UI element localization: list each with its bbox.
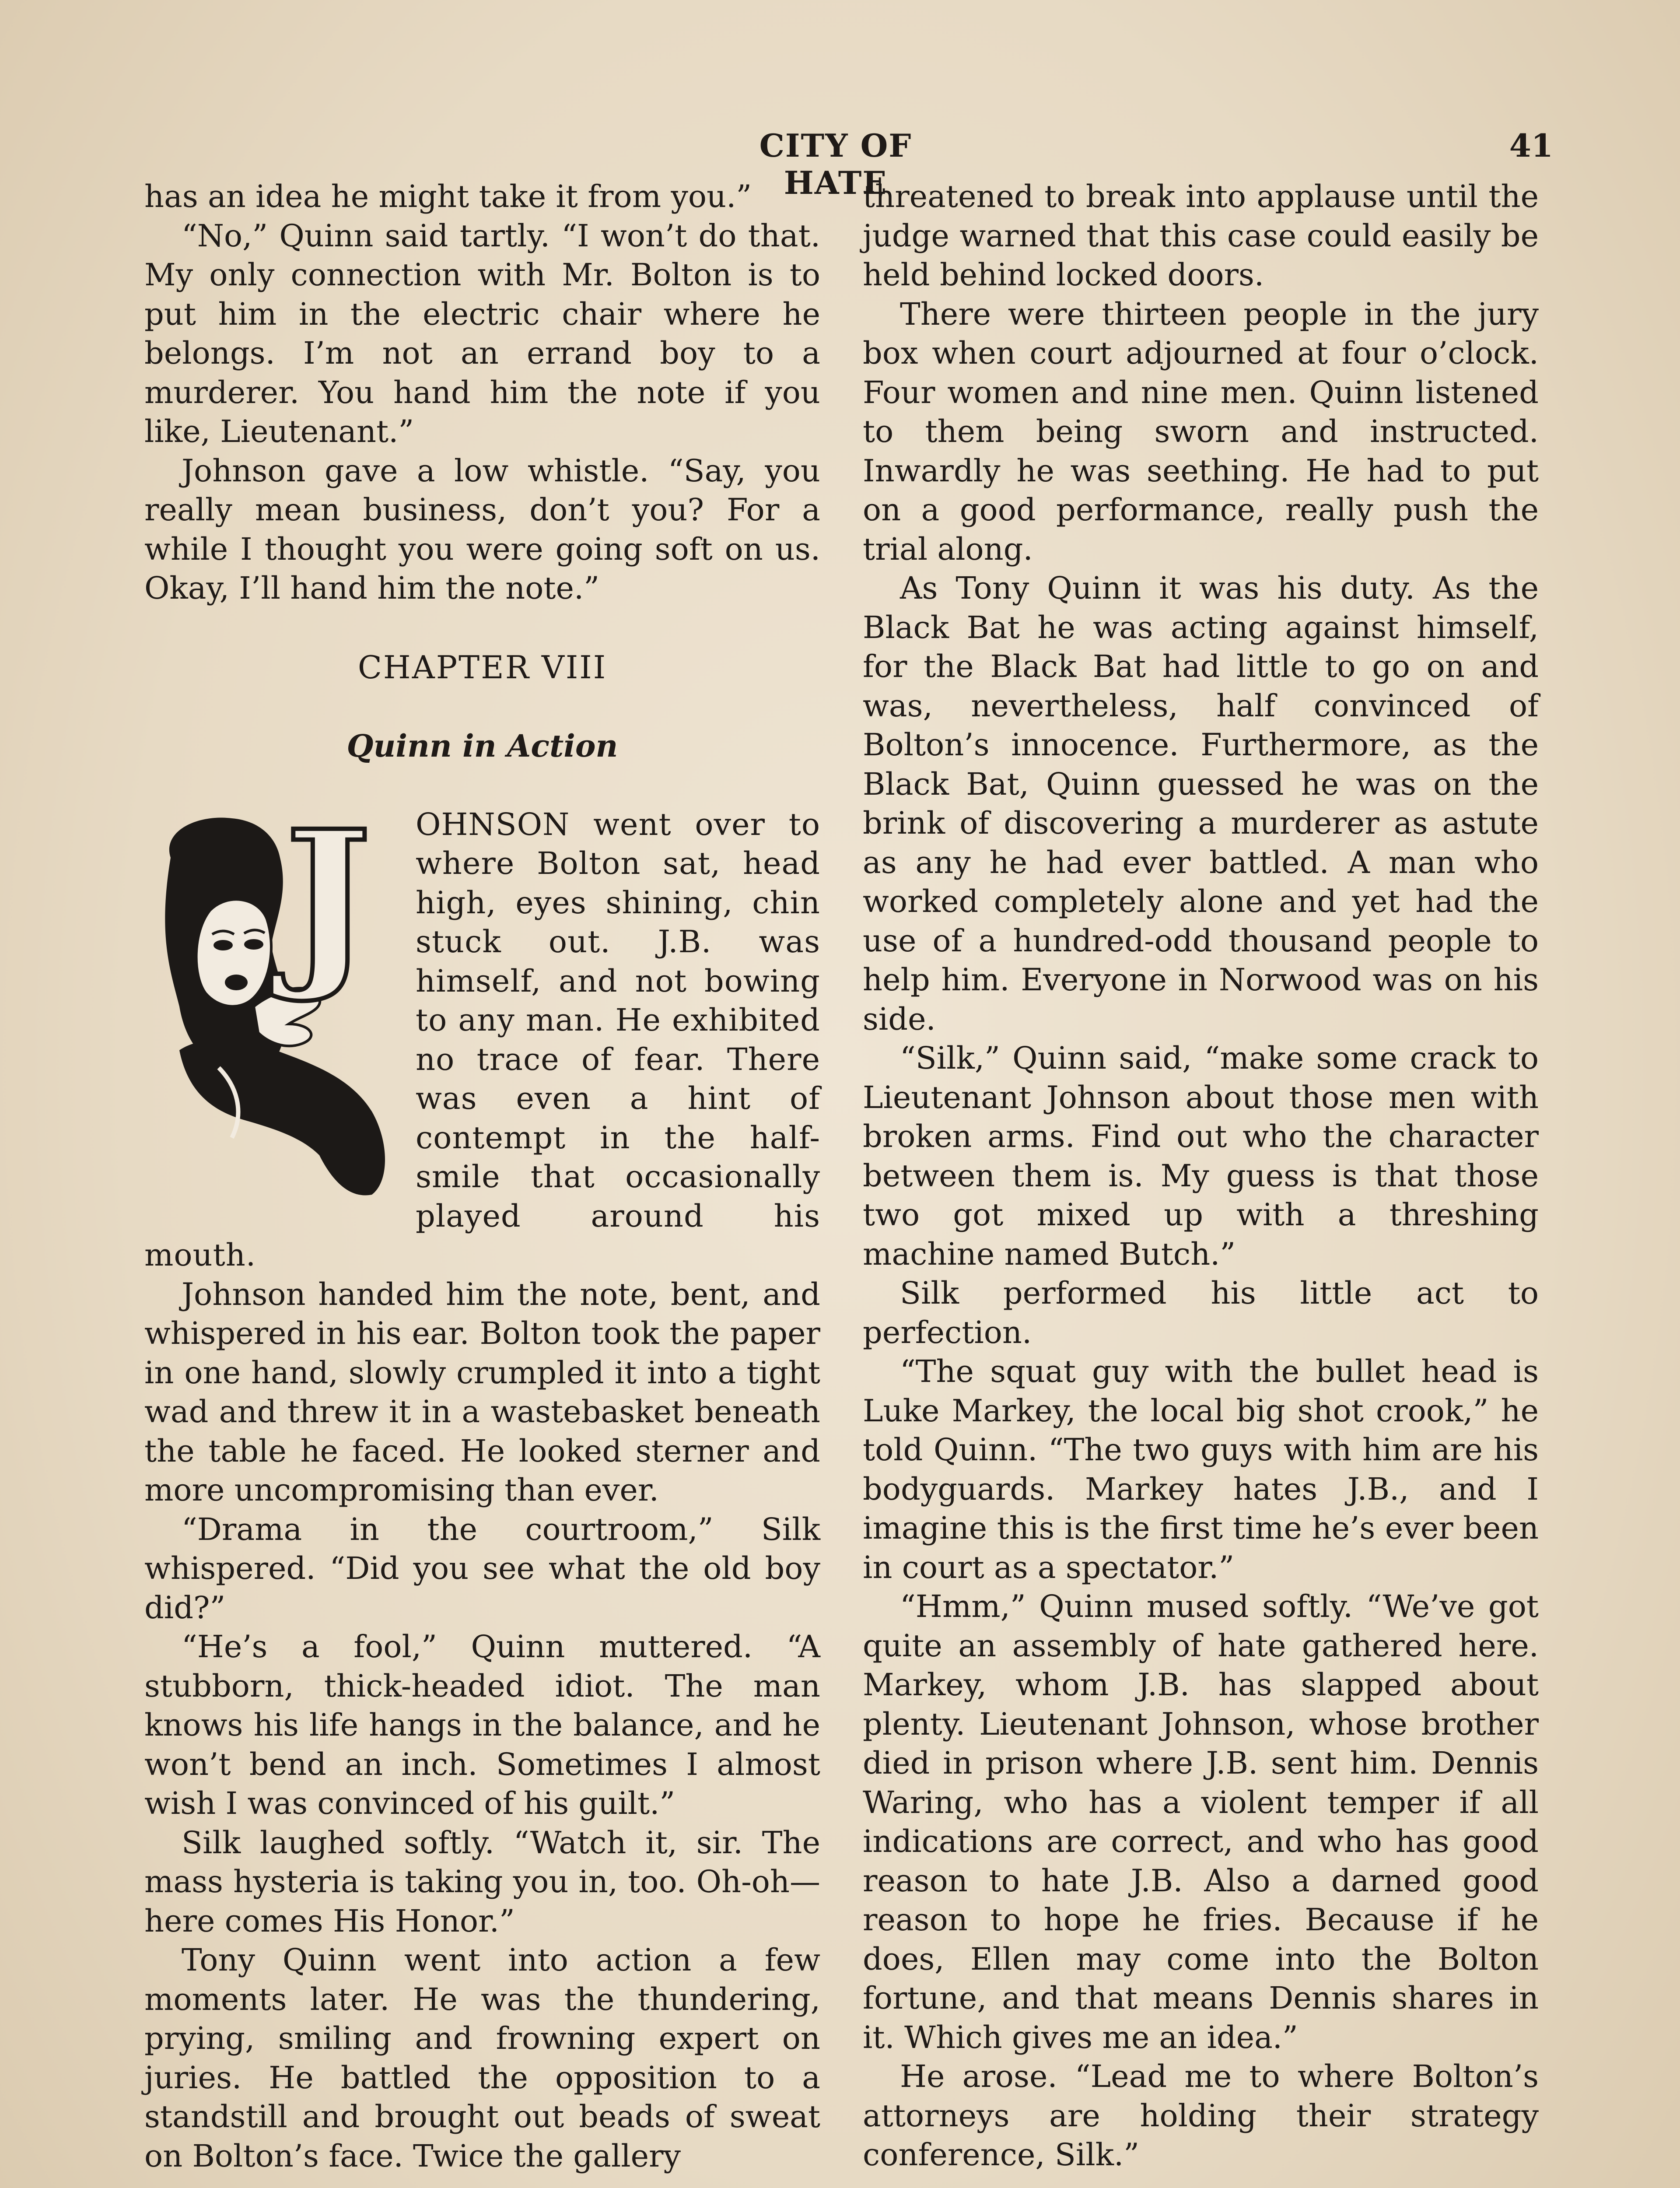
paragraph: “The squat guy with the bullet head is Luke Markey, the local big shot crook,” he told Quinn. “The two guys with him are his bodyguards. Markey hates J.B., and I imagine this is the first time he’s ever been in court as a spectator.” <box>863 1353 1539 1585</box>
paragraph: He arose. “Lead me to where Bolton’s attorneys are holding their strategy conference, Silk.” <box>863 2058 1539 2173</box>
drop-cap-letter: J <box>284 805 372 1006</box>
paragraph-text: OHNSON went over to where Bolton sat, head high, eyes shining, chin stuck out. J.B. was himself, and not bowing to any man. He exhibited no trace of fear. There was even a hint of contempt in the half-smile that occasionally played around his mouth. <box>144 806 820 1273</box>
woman-portrait-image <box>144 805 407 1199</box>
chapter-heading: CHAPTER VIII <box>357 649 607 686</box>
running-title: CITY OF HATE <box>759 127 912 201</box>
paragraph: There were thirteen people in the jury box when court adjourned at four o’clock. Four women and nine men. Quinn listened to them being sworn and instructed. Inwardly he was seething. He had to put on a good performance, really push the trial along. <box>863 296 1539 567</box>
left-column <box>144 177 820 2176</box>
page-number: 41 <box>1509 127 1553 164</box>
drop-cap-illustration <box>144 805 407 1199</box>
paragraph: Tony Quinn went into action a few moments later. He was the thundering, prying, smiling and frowning expert on juries. He battled the opposition to a standstill and brought out beads of sweat on Bolton’s face. Twice the gallery <box>144 1942 820 2174</box>
paragraph: has an idea he might take it from you.” <box>144 179 752 214</box>
right-column <box>863 177 1539 2175</box>
paragraph: “He’s a fool,” Quinn muttered. “A stubborn, thick-headed idiot. The man knows his life hangs in the balance, and he won’t bend an inch. Sometimes I almost wish I was convinced of his guilt.” <box>144 1629 820 1821</box>
chapter-subtitle: Quinn in Action <box>346 727 618 764</box>
paragraph: “Silk,” Quinn said, “make some crack to Lieutenant Johnson about those men with broken arms. Find out who the character between them is. My guess is that those two got mixed up with a threshing machine named Butch.” <box>863 1040 1539 1272</box>
paragraph: Silk laughed softly. “Watch it, sir. The mass hysteria is taking you in, too. Oh-oh—here comes His Honor.” <box>144 1824 820 1939</box>
paragraph: “Hmm,” Quinn mused softly. “We’ve got quite an assembly of hate gathered here. Markey, whom J.B. has slapped about plenty. Lieutenant Johnson, whose brother died in prison where J.B. sent him. Dennis Waring, who has a violent temper if all indications are correct, and who has good reason to hate J.B. Also a darned good reason to hope he fries. Because if he does, Ellen may come into the Bolton fortune, and that means Dennis shares in it. Which gives me an idea.” <box>863 1588 1539 2055</box>
paragraph: “No,” Quinn said tartly. “I won’t do that. My only connection with Mr. Bolton is to put him in the electric chair where he belongs. I’m not an errand boy to a murderer. You hand him the note if you like, Lieutenant.” <box>144 217 820 449</box>
paragraph: As Tony Quinn it was his duty. As the Black Bat he was acting against himself, for the Black Bat had little to go on and was, nevertheless, half convinced of Bolton’s innocence. Furthermore, as the Black Bat, Quinn guessed he was on the brink of discovering a murderer as astute as any he had ever battled. A man who worked completely alone and yet had the use of a hundred-odd thousand people to help him. Everyone in Norwood was on his side. <box>863 570 1539 1037</box>
paragraph: Johnson gave a low whistle. “Say, you really mean business, don’t you? For a while I thought you were going soft on us. Okay, I’ll hand him the note.” <box>144 452 820 606</box>
paragraph: Silk performed his little act to perfection. <box>863 1275 1539 1350</box>
paragraph: Johnson handed him the note, bent, and whispered in his ear. Bolton took the paper in one hand, slowly crumpled it into a tight wad and threw it in a wastebasket beneath the table he faced. He looked sterner and more uncompromising than ever. <box>144 1276 820 1508</box>
paragraph: threatened to break into applause until the judge warned that this case could easily be held behind locked doors. <box>863 179 1539 293</box>
paragraph: “Drama in the courtroom,” Silk whispered. “Did you see what the old boy did?” <box>144 1511 820 1626</box>
